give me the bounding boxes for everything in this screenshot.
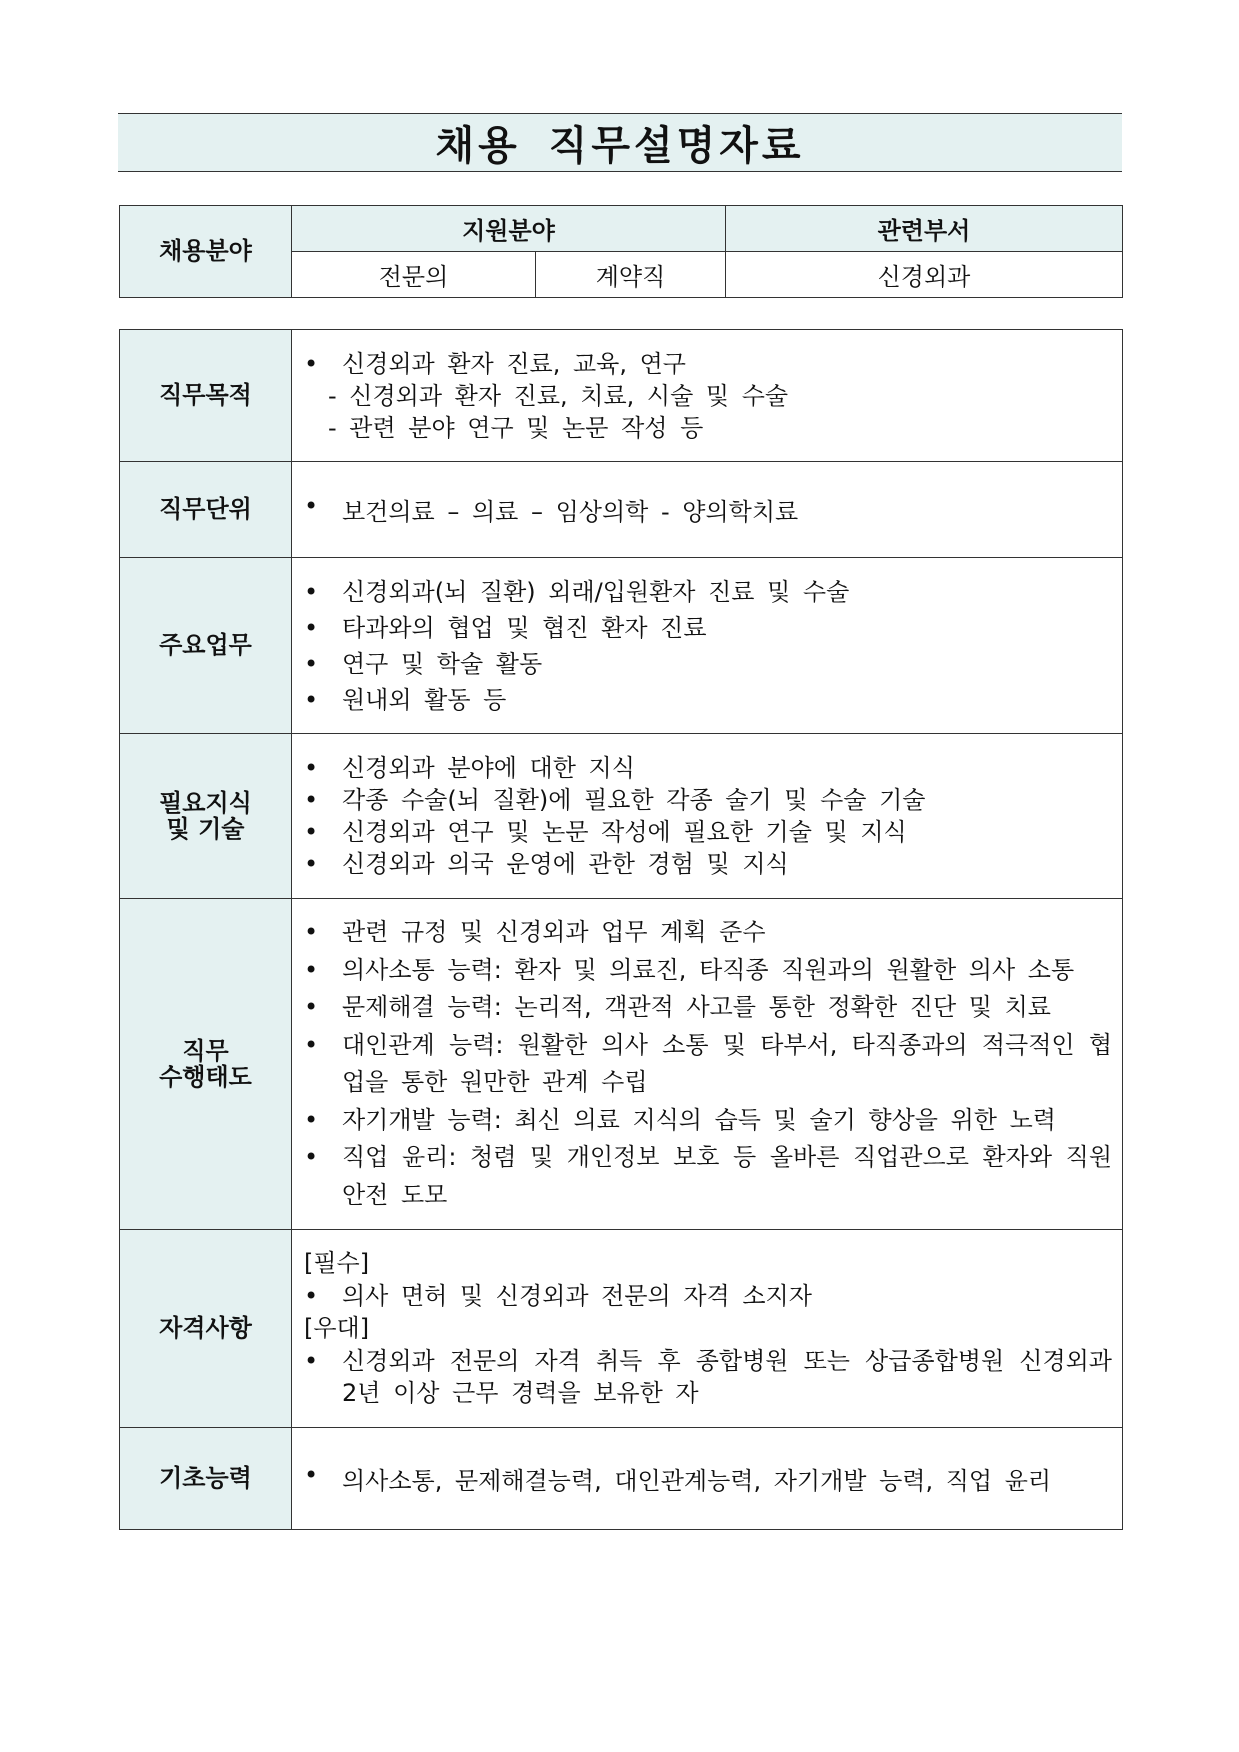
basic-label: 기초능력 — [120, 1428, 292, 1530]
knowledge-content — [292, 734, 1123, 899]
attitude-bullet-4: • 대인관계 능력: 원활한 의사 소통 및 타부서, 타직종과의 적극적인 협업을 통한 원만한 관계 수립 — [304, 1027, 1112, 1102]
duties-content — [292, 558, 1123, 734]
qualification-content — [292, 1230, 1123, 1428]
basic-bullet: • 의사소통, 문제해결능력, 대인관계능력, 자기개발 능력, 직업 윤리 — [304, 1461, 1112, 1496]
required-bullet: • 의사 면허 및 신경외과 전문의 자격 소지자 — [304, 1280, 1112, 1313]
purpose-content — [292, 330, 1123, 462]
knowledge-label-line1: 필요지식 — [159, 788, 252, 817]
attitude-label-line2: 수행태도 — [159, 1063, 252, 1091]
unit-bullet: • 보건의료 – 의료 – 임상의학 - 양의학치료 — [304, 492, 1112, 527]
knowledge-bullet-1: • 신경외과 분야에 대한 지식 — [304, 752, 1112, 784]
basic-content — [292, 1428, 1123, 1530]
unit-label: 직무단위 — [120, 462, 292, 558]
required-header: [필수] — [304, 1249, 370, 1278]
preferred-bullet: • 신경외과 전문의 자격 취득 후 종합병원 또는 상급종합병원 신경외과 2년 이상 근무 경력을 보유한 자 — [304, 1345, 1112, 1410]
purpose-sub-1: - 신경외과 환자 진료, 치료, 시술 및 수술 — [328, 381, 789, 410]
attitude-content — [292, 899, 1123, 1230]
knowledge-bullet-3: • 신경외과 연구 및 논문 작성에 필요한 기술 및 지식 — [304, 816, 1112, 848]
knowledge-label — [120, 734, 292, 899]
document-title: 채용 직무설명자료 — [435, 123, 805, 169]
attitude-bullet-2: • 의사소통 능력: 환자 및 의료진, 타직종 직원과의 원활한 의사 소통 — [304, 952, 1112, 990]
duties-bullet-1: • 신경외과(뇌 질환) 외래/입원환자 진료 및 수술 — [304, 574, 1112, 610]
field-label: 지원분야 — [292, 206, 726, 252]
category-label: 채용분야 — [120, 206, 292, 298]
qualification-label: 자격사항 — [120, 1230, 292, 1428]
attitude-label-line1: 직무 — [182, 1036, 229, 1065]
knowledge-bullet-2: • 각종 수술(뇌 질환)에 필요한 각종 술기 및 수술 기술 — [304, 784, 1112, 816]
attitude-bullet-6: • 직업 윤리: 청렴 및 개인정보 보호 등 올바른 직업관으로 환자와 직원 안전 도모 — [304, 1139, 1112, 1214]
attitude-bullet-5: • 자기개발 능력: 최신 의료 지식의 습득 및 술기 향상을 위한 노력 — [304, 1102, 1112, 1140]
field-value-specialist: 전문의 — [292, 252, 536, 298]
attitude-label — [120, 899, 292, 1230]
attitude-bullet-1: • 관련 규정 및 신경외과 업무 계획 준수 — [304, 914, 1112, 952]
unit-content — [292, 462, 1123, 558]
duties-bullet-4: • 원내외 활동 등 — [304, 682, 1112, 718]
purpose-label: 직무목적 — [120, 330, 292, 462]
job-description-table — [119, 329, 1123, 1530]
dept-value: 신경외과 — [726, 252, 1123, 298]
purpose-bullet: • 신경외과 환자 진료, 교육, 연구 — [304, 348, 1112, 380]
purpose-sub-2: - 관련 분야 연구 및 논문 작성 등 — [328, 413, 704, 442]
attitude-bullet-3: • 문제해결 능력: 논리적, 객관적 사고를 통한 정확한 진단 및 치료 — [304, 989, 1112, 1027]
duties-label: 주요업무 — [120, 558, 292, 734]
duties-bullet-2: • 타과와의 협업 및 협진 환자 진료 — [304, 610, 1112, 646]
knowledge-label-line2: 및 기술 — [166, 815, 245, 843]
knowledge-bullet-4: • 신경외과 의국 운영에 관한 경험 및 지식 — [304, 848, 1112, 880]
document-title-banner — [118, 113, 1122, 172]
recruitment-field-table — [119, 205, 1123, 298]
duties-bullet-3: • 연구 및 학술 활동 — [304, 646, 1112, 682]
dept-label: 관련부서 — [726, 206, 1123, 252]
field-value-contract: 계약직 — [536, 252, 726, 298]
preferred-header: [우대] — [304, 1314, 370, 1343]
